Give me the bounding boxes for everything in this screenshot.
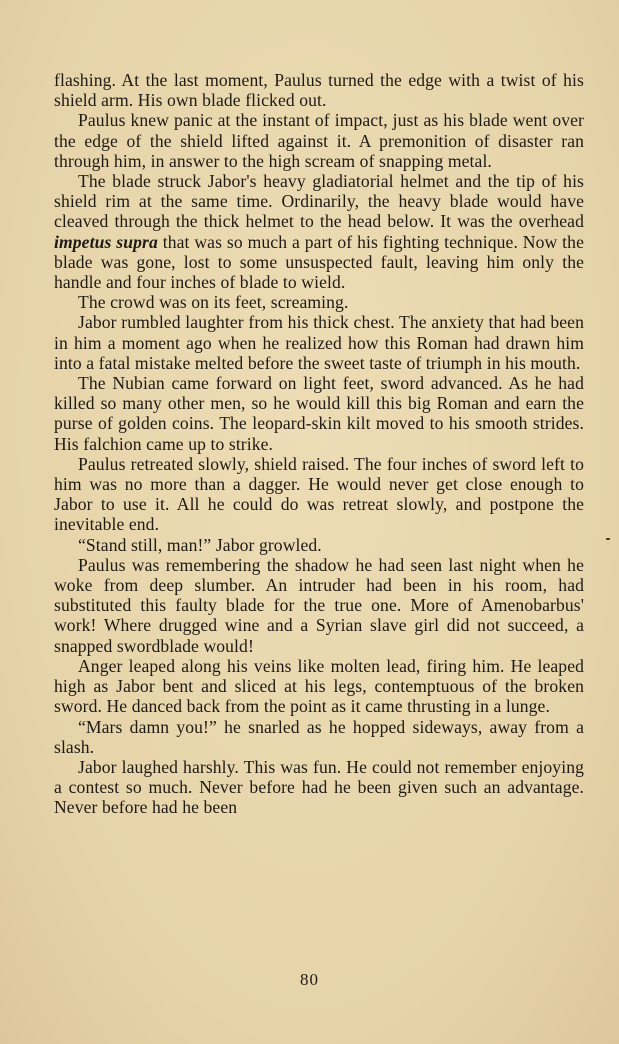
- paragraph-8: “Stand still, man!” Jabor growled.: [78, 534, 322, 555]
- paragraph-1: flashing. At the last moment, Paulus turned the edge with a twist of his shield arm. His own blade flicked out.: [54, 70, 584, 111]
- paragraph-5: Jabor rumbled laughter from his thick chest. The anxiety that had been in him a moment ago when he realized how this Roman had drawn him into a fatal mistake melted before the sweet taste of triumph in his mouth.: [54, 312, 584, 373]
- ink-speck: [606, 538, 610, 540]
- paragraph-7: Paulus retreated slowly, shield raised. The four inches of sword left to him was no more than a dagger. He would never get close enough to Jabor to use it. All he could do was retreat slowly, and postpone the inevitable end.: [54, 453, 584, 535]
- paragraph-3: The blade struck Jabor's heavy gladiatorial helmet and the tip of his shield rim at the same time. Ordinarily, the heavy blade would have cleaved through the thick helmet to the head below. It was the overhead impetus supra that was so much a part of his fighting technique. Now the blade was gone, lost to some unsuspected fault, leaving him only the handle and four inches of blade to wield.: [54, 171, 584, 293]
- paragraph-11: “Mars damn you!” he snarled as he hopped sideways, away from a slash.: [54, 716, 584, 757]
- paragraph-10: Anger leaped along his veins like molten lead, firing him. He leaped high as Jabor bent and sliced at his legs, contemptuous of the broken sword. He danced back from the point as it came thrusting in a lunge.: [54, 655, 584, 717]
- page-number: 80: [300, 970, 319, 989]
- body-text: [54, 70, 584, 818]
- paragraph-12: Jabor laughed harshly. This was fun. He could not remember enjoying a contest so much. Never before had he been given such an advantage. Never before had he been: [54, 756, 584, 818]
- latin-phrase: impetus supra: [54, 231, 158, 252]
- paragraph-4: The crowd was on its feet, screaming.: [78, 292, 349, 313]
- paragraph-6: The Nubian came forward on light feet, sword advanced. As he had killed so many other men, so he would kill this big Roman and earn the purse of golden coins. The leopard-skin kilt moved to his smooth strides. His falchion came up to strike.: [54, 373, 584, 454]
- paragraph-9: Paulus was remembering the shadow he had seen last night when he woke from deep slumber. An intruder had been in his room, had substituted this faulty blade for the true one. More of Amenobarbus' work! Where drugged wine and a Syrian slave girl did not succeed, a snapped swordblade would!: [54, 554, 584, 656]
- paragraph-2: Paulus knew panic at the instant of impact, just as his blade went over the edge of the shield lifted against it. A premonition of disaster ran through him, in answer to the high scream of snapping metal.: [54, 110, 584, 171]
